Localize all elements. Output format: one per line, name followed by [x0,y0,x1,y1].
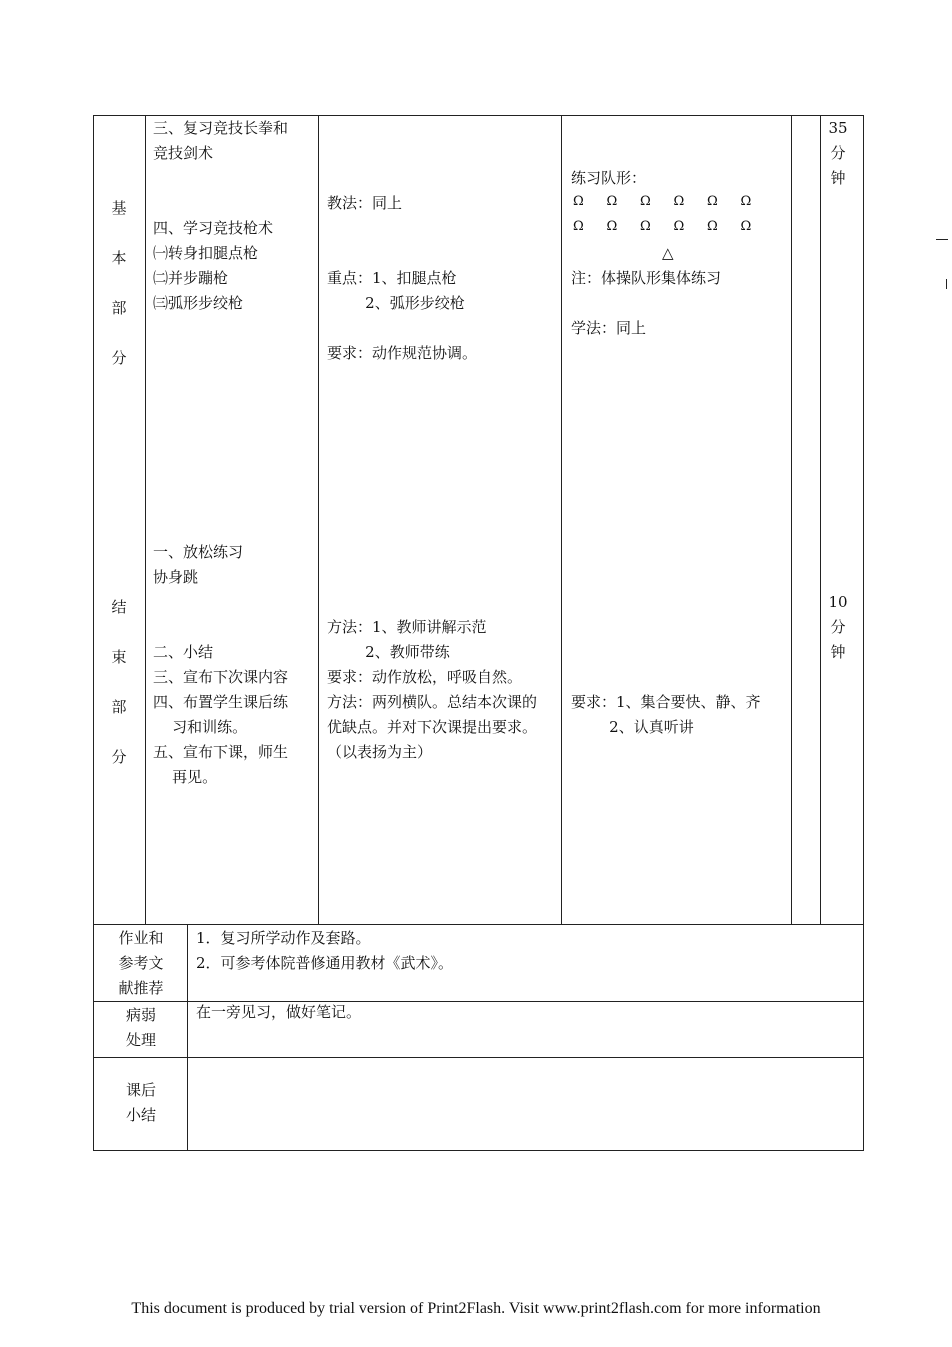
edge-mark-dash [936,239,948,240]
table-bottom-border [93,1150,864,1151]
end-section-label: 结 束 部 分 [111,598,127,766]
sick-text: 在一旁见习，做好笔记。 [196,1003,362,1021]
teacher-triangle: △ [662,244,674,262]
row-divider-summary [93,1057,864,1058]
sick-label: 病弱 处理 [125,1006,156,1049]
row-divider-homework [93,924,864,925]
homework-label: 作业和 参考文 献推荐 [118,929,164,997]
end-method: 方法：1、教师讲解示范 2、教师带练 要求：动作放松，呼吸自然。 方法：两列横队。总结本次课的 优缺点。并对下次课提出要求。 （以表扬为主） [327,618,538,761]
homework-items: 1．复习所学动作及套路。 2．可参考体院普修通用教材《武术》。 [196,929,454,972]
table-left-border [93,115,94,1151]
table-right-border [863,115,864,1151]
label-col-divider [187,924,188,1151]
col-divider-3 [561,115,562,925]
col-divider-2 [318,115,319,925]
formation-row-1: Ω Ω Ω Ω Ω Ω [573,194,752,209]
col-divider-1 [145,115,146,925]
trial-footer: This document is produced by trial version of Print2Flash. Visit www.print2flash.com for more information [131,1300,821,1317]
basic-method: 教法：同上 重点：1、扣腿点枪 2、弧形步绞枪 要求：动作规范协调。 [327,194,478,362]
edge-mark-tick [946,279,947,289]
end-content: 一、放松练习 协身跳 二、小结 三、宣布下次课内容 四、布置学生课后练 习和训练。 五、宣布下课，师生 再见。 [153,543,289,786]
study-method: 学法：同上 [571,319,647,337]
basic-time: 35 分 钟 [828,119,848,187]
basic-section-label: 基 本 部 分 [111,199,127,367]
end-time: 10 分 钟 [828,593,848,661]
col-divider-5 [820,115,821,925]
end-organization: 要求：1、集合要快、静、齐 2、认真听讲 [571,693,761,736]
formation-title: 练习队形： [571,169,647,187]
summary-label: 课后 小结 [125,1081,156,1124]
col-divider-4 [791,115,792,925]
formation-note: 注：体操队形集体练习 [571,269,722,287]
basic-content: 三、复习竞技长拳和 竞技剑术 四、学习竞技枪术 ㈠转身扣腿点枪 ㈡并步蹦枪 ㈢弧形步绞枪 [153,119,289,312]
formation-row-2: Ω Ω Ω Ω Ω Ω [573,219,752,234]
